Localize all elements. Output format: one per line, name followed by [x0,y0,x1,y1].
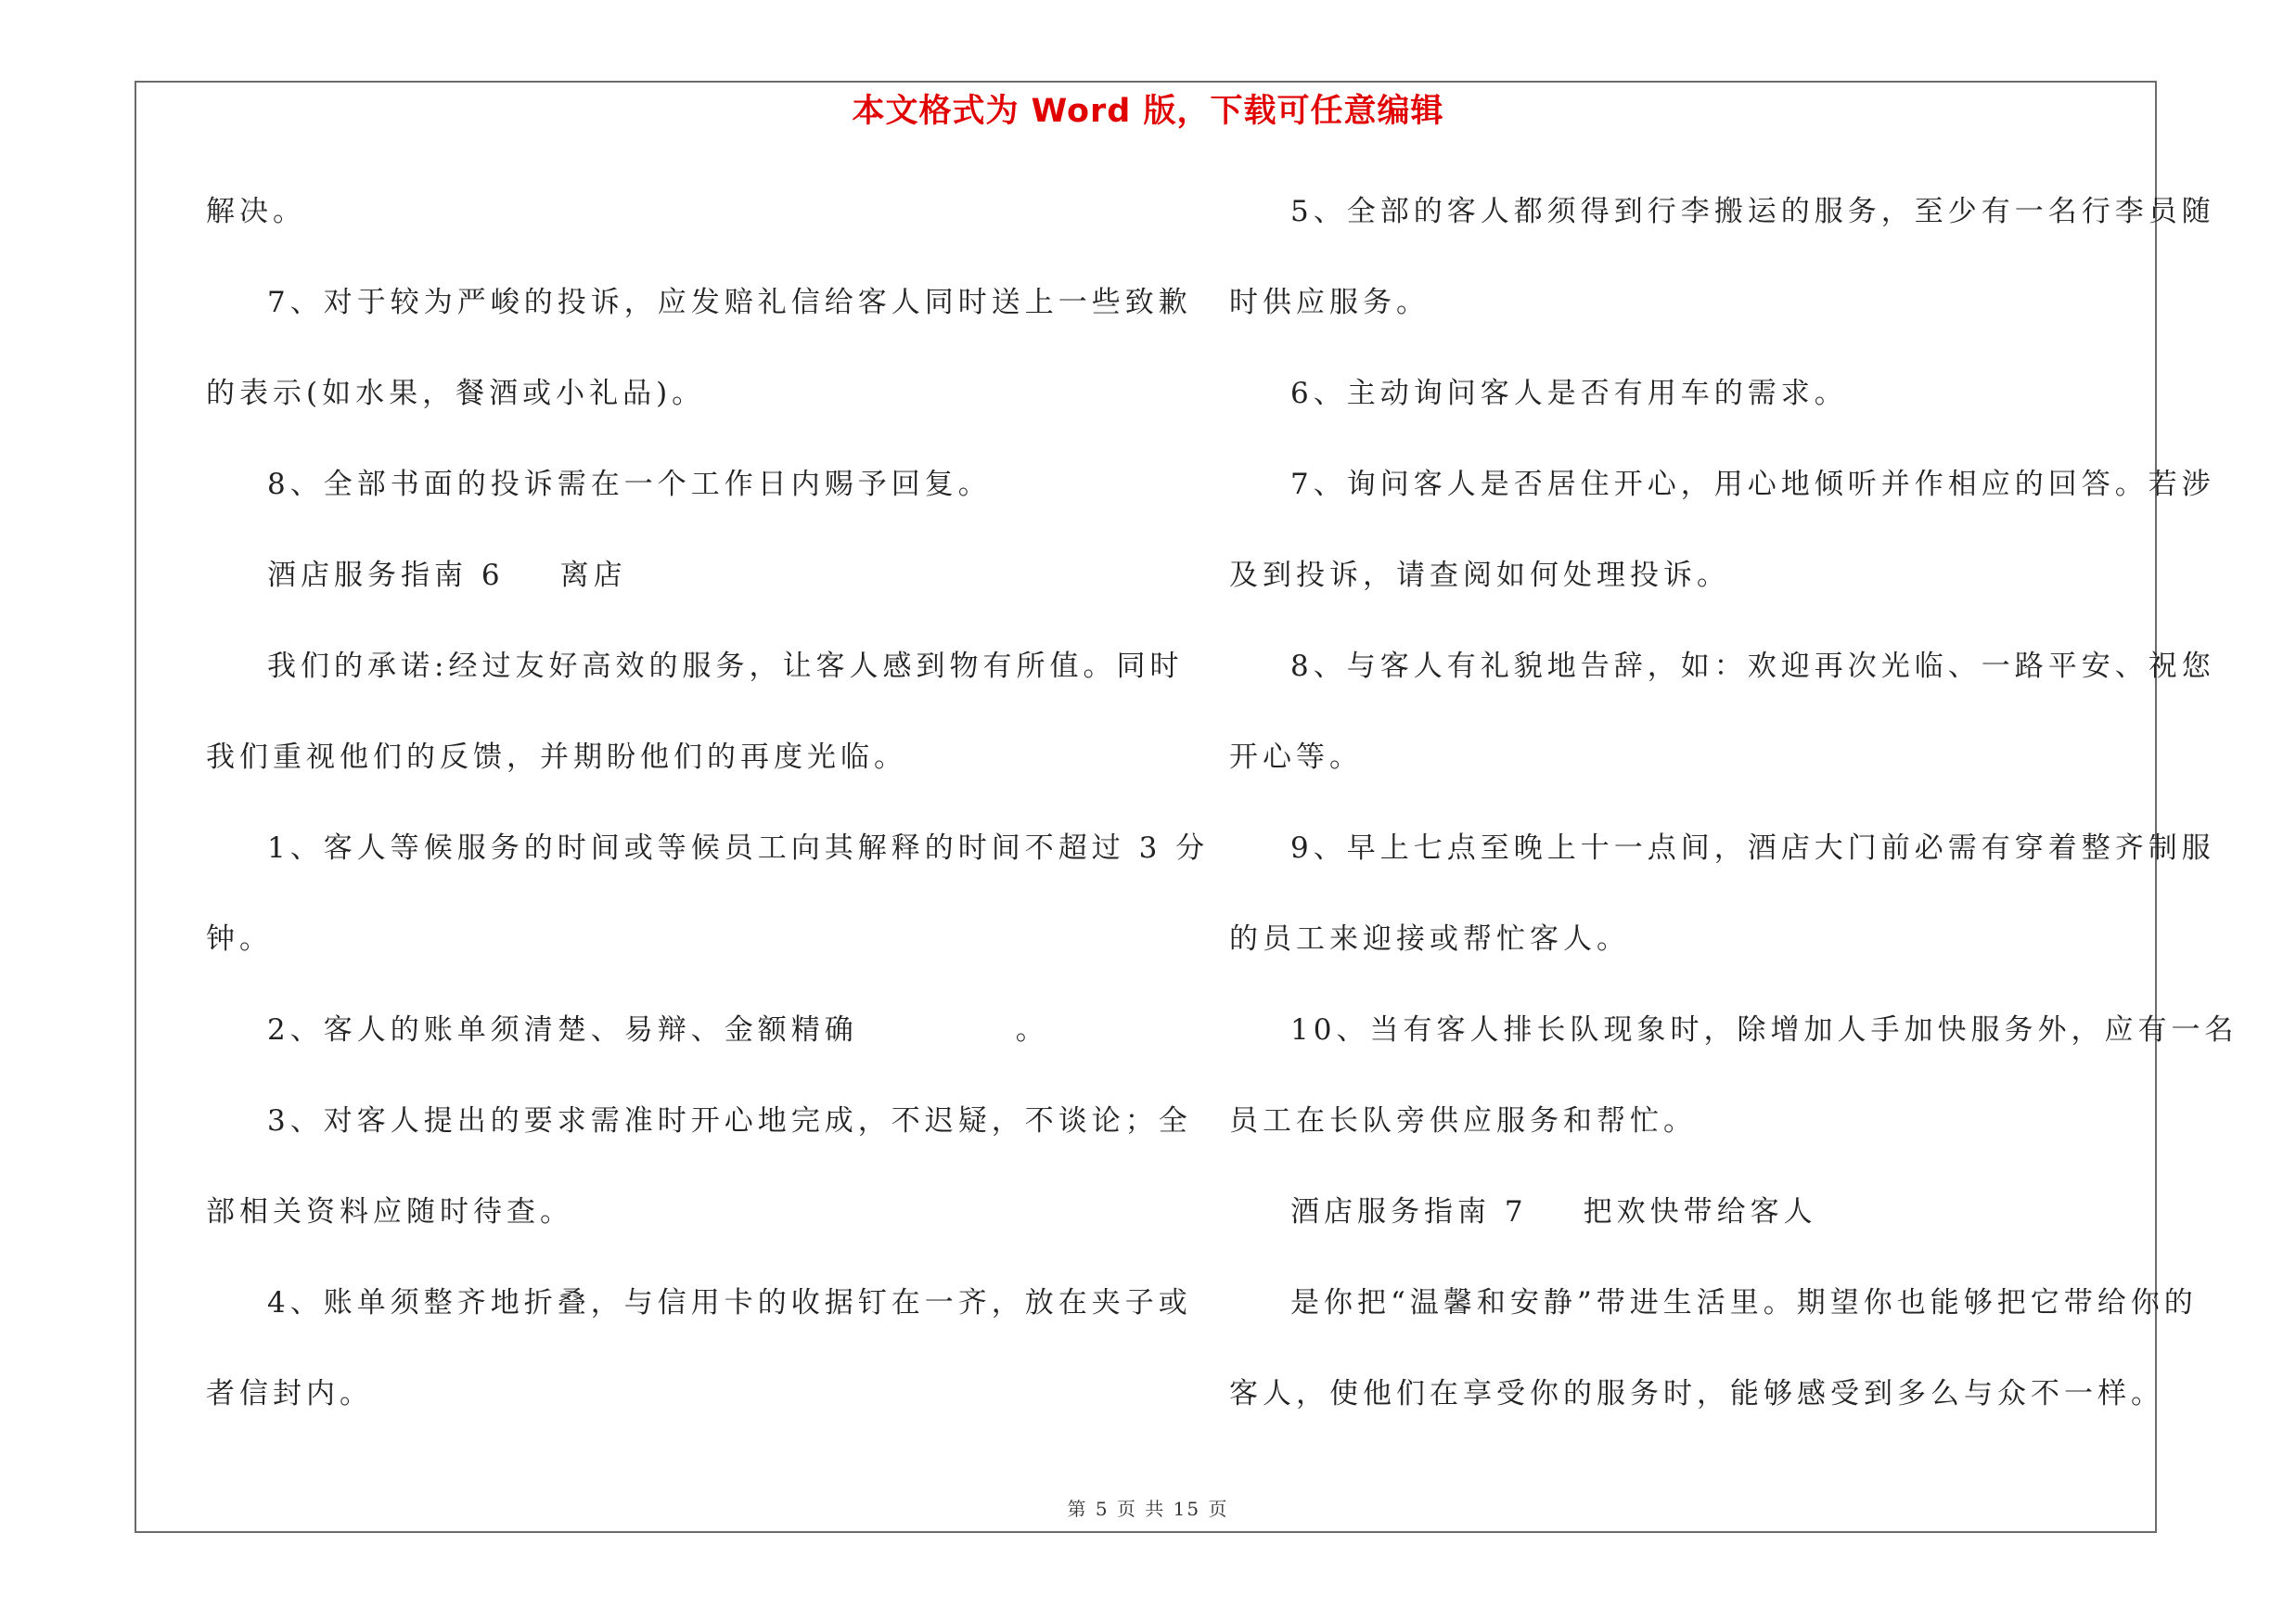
paragraph-line: 3、对客人提出的要求需准时开心地完成，不迟疑，不谈论；全 [267,1104,1192,1138]
section-heading [1229,1182,2143,1273]
paragraph-line: 9、早上七点至晚上十一点间，酒店大门前必需有穿着整齐制服 [1290,831,2215,865]
paragraph-line: 的员工来迎接或帮忙客人。 [1229,922,1630,956]
paragraph-line: 4、账单须整齐地折叠，与信用卡的收据钉在一齐，放在夹子或 [267,1286,1192,1320]
right-text-column [1229,182,2238,1455]
paragraph-line: 8、与客人有礼貌地告辞，如：欢迎再次光临、一路平安、祝您 [1290,650,2215,683]
section-heading [206,546,1120,637]
paragraph-text: 2、客人的账单须清楚、易辩、金额精确 [267,1013,858,1047]
paragraph-line: 开心等。 [1229,741,1363,774]
paragraph-line: 是你把“温馨和安静”带进生活里。期望你也能够把它带给你的 [1290,1286,2198,1320]
section-heading-number: 酒店服务指南 6 [267,559,505,592]
paragraph-line: 时供应服务。 [1229,286,1430,319]
paragraph-line: 解决。 [206,195,306,228]
paragraph-line: 我们重视他们的反馈，并期盼他们的再度光临。 [206,741,907,774]
paragraph-line [206,1000,1120,1091]
paragraph-text: 。 [1015,1013,1049,1047]
paragraph-line: 及到投诉，请查阅如何处理投诉。 [1229,559,1730,592]
paragraph-line: 我们的承诺:经过友好高效的服务，让客人感到物有所值。同时 [267,650,1184,683]
paragraph-line: 的表示(如水果，餐酒或小礼品)。 [206,377,706,410]
page-number-footer: 第 5 页 共 15 页 [1067,1498,1229,1520]
paragraph-line: 部相关资料应随时待查。 [206,1195,573,1229]
paragraph-line: 1、客人等候服务的时间或等候员工向其解释的时间不超过 3 分 [267,831,1210,865]
paragraph-line: 钟。 [206,922,273,956]
paragraph-line: 员工在长队旁供应服务和帮忙。 [1229,1104,1697,1138]
paragraph-line: 10、当有客人排长队现象时，除增加人手加快服务外，应有一名 [1290,1013,2238,1047]
paragraph-line: 6、主动询问客人是否有用车的需求。 [1290,377,1848,410]
paragraph-line: 7、对于较为严峻的投诉，应发赔礼信给客人同时送上一些致歉 [267,286,1192,319]
paragraph-line: 客人，使他们在享受你的服务时，能够感受到多么与众不一样。 [1229,1377,2164,1410]
section-heading-title: 离店 [559,559,627,592]
section-heading-number: 酒店服务指南 7 [1290,1195,1528,1229]
left-text-column [206,182,1210,1455]
editable-notice-banner: 本文格式为 Word 版，下载可任意编辑 [852,93,1444,130]
section-heading-title: 把欢快带给客人 [1583,1195,1817,1229]
paragraph-line: 者信封内。 [206,1377,373,1410]
paragraph-line: 5、全部的客人都须得到行李搬运的服务，至少有一名行李员随 [1290,195,2215,228]
paragraph-line: 7、询问客人是否居住开心，用心地倾听并作相应的回答。若涉 [1290,468,2215,501]
paragraph-line: 8、全部书面的投诉需在一个工作日内赐予回复。 [267,468,992,501]
